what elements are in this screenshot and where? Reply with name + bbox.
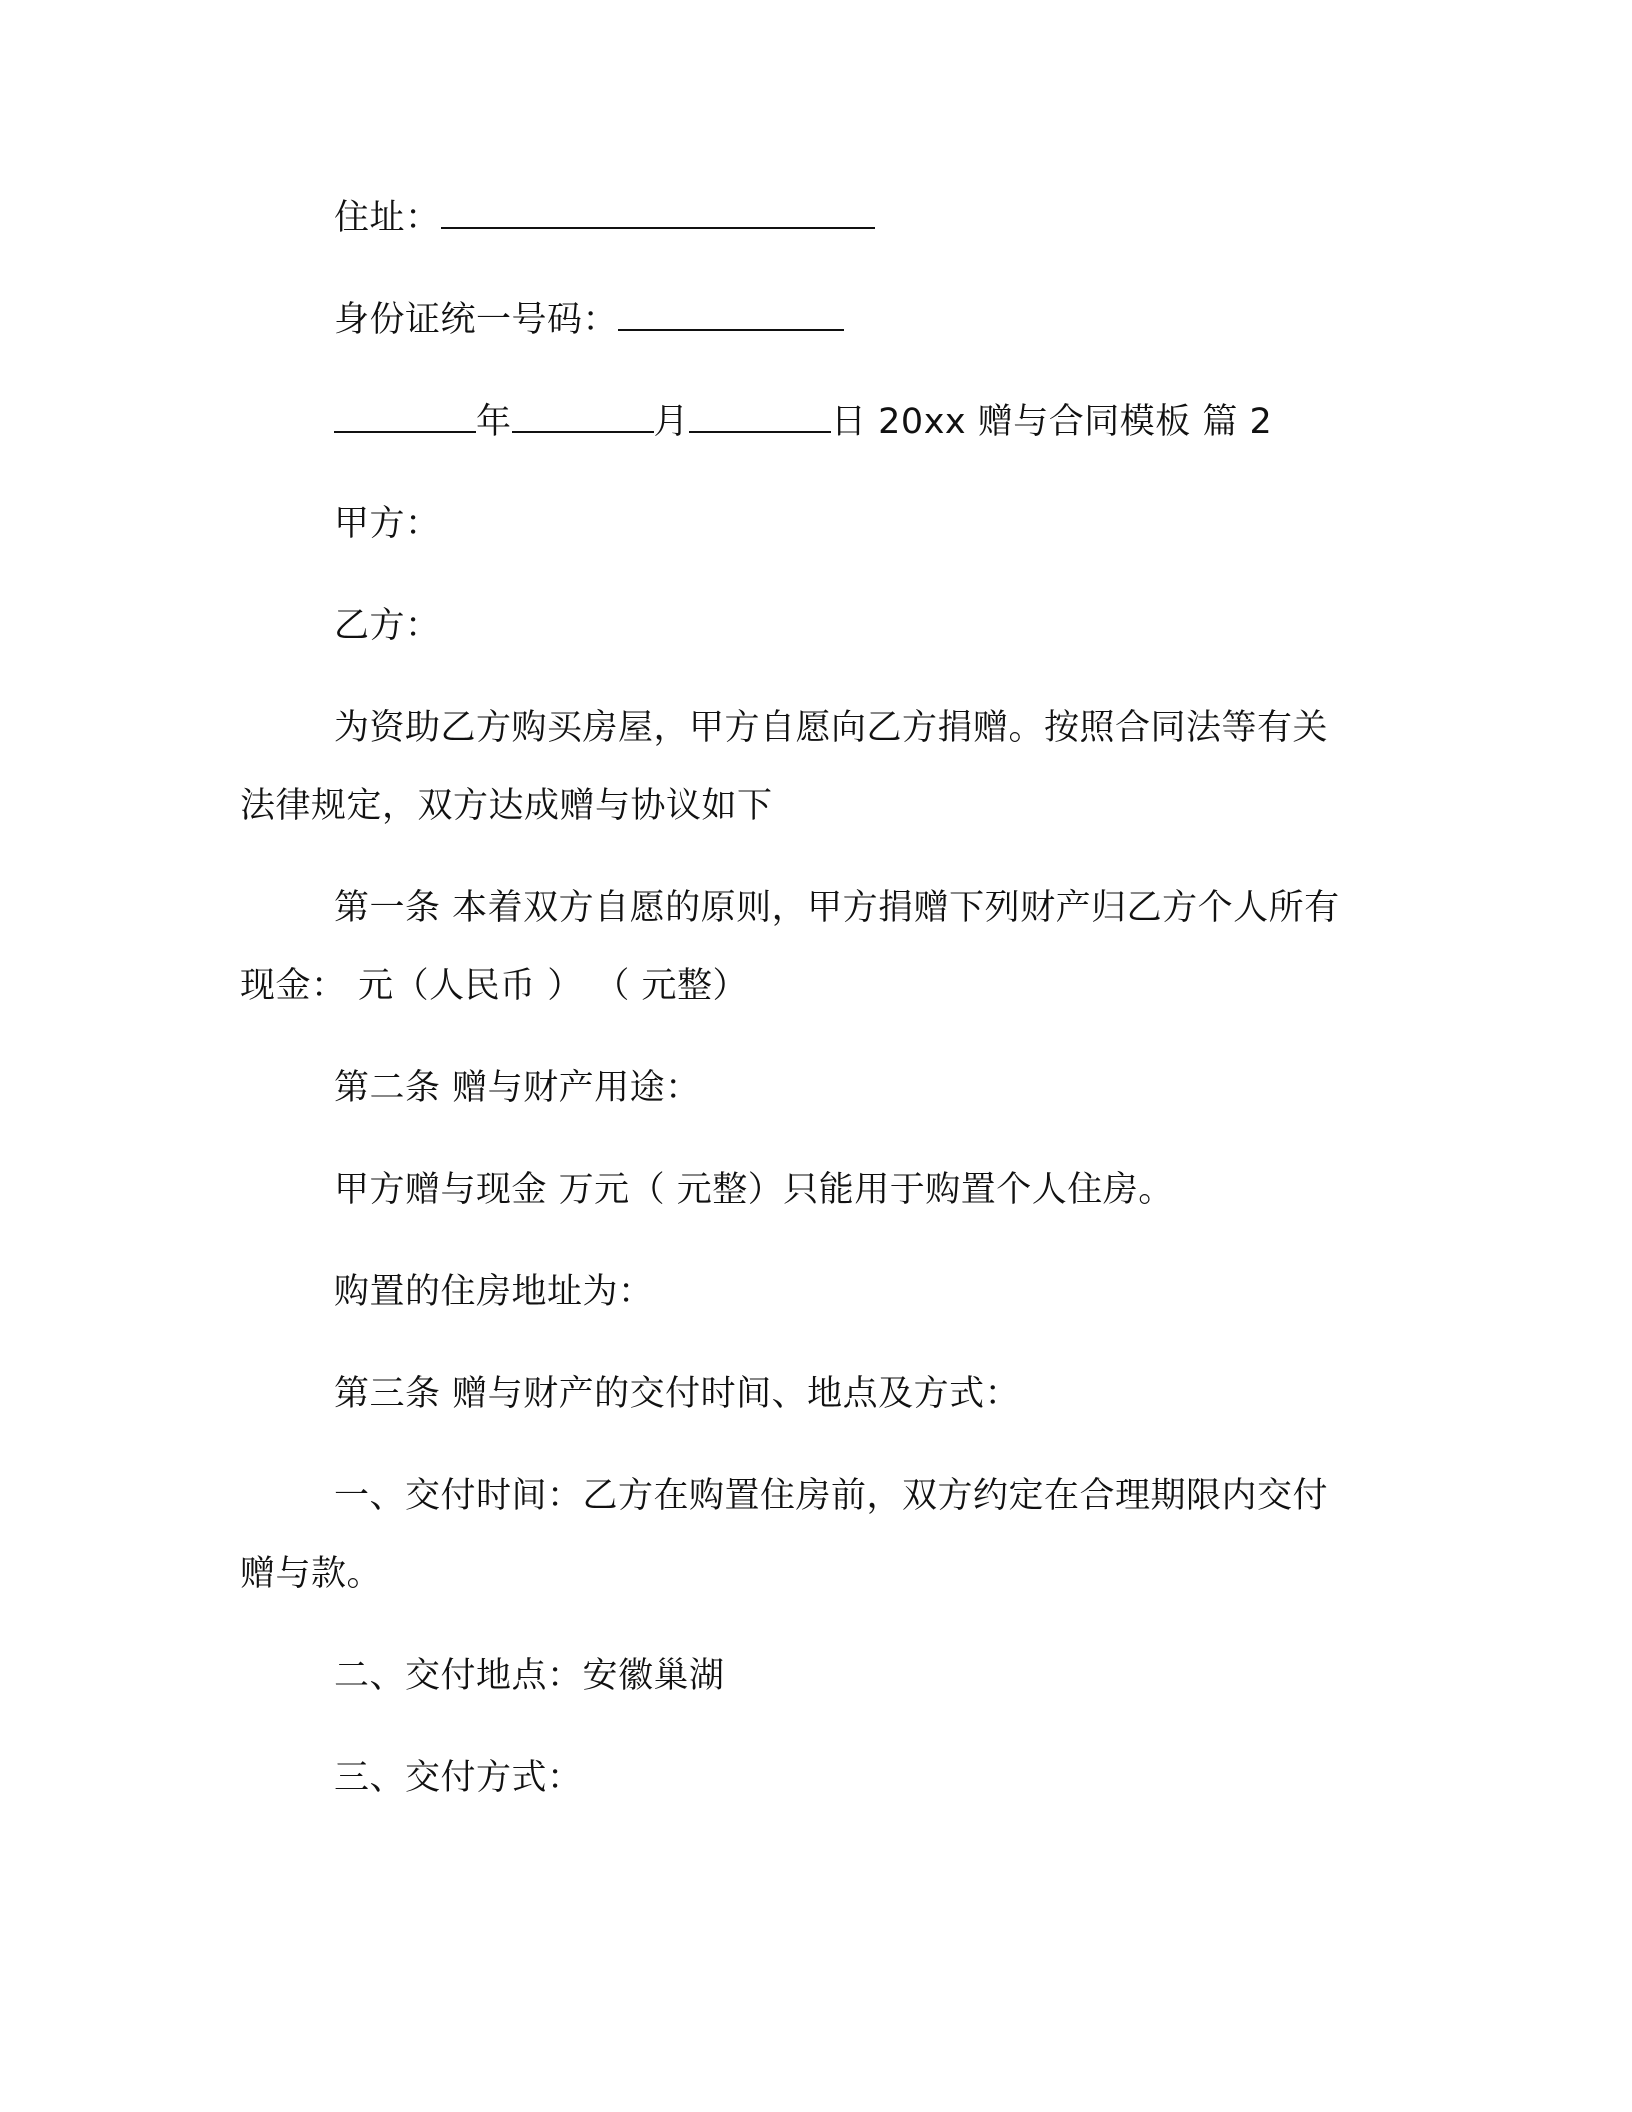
address-blank [441,197,875,229]
delivery-method-line: 三、交付方式： [334,1758,583,1798]
article1-line-1: 第一条 本着双方自愿的原则，甲方捐赠下列财产归乙方个人所有 [334,888,1340,928]
cash-use-line: 甲方赠与现金 万元（ 元整）只能用于购置个人住房。 [334,1170,1174,1210]
article2-line: 第二条 赠与财产用途： [334,1068,701,1108]
delivery-time-line-1: 一、交付时间：乙方在购置住房前，双方约定在合理期限内交付 [334,1476,1329,1516]
delivery-time-line-2: 赠与款。 [240,1554,383,1594]
year-blank [334,401,476,433]
month-blank [512,401,654,433]
id-label: 身份证统一号码： [334,300,619,340]
article1-line-2: 现金： 元（人民币 ） （ 元整） [240,966,749,1006]
day-title-text: 日 20xx 赠与合同模板 篇 2 [831,402,1273,442]
delivery-place-line: 二、交付地点：安徽巢湖 [334,1656,725,1696]
id-line [334,298,1392,342]
housing-address-line: 购置的住房地址为： [334,1272,654,1312]
month-label: 月 [653,402,690,442]
intro-line-2: 法律规定，双方达成赠与协议如下 [240,786,773,826]
party-a-line: 甲方： [334,504,441,544]
party-b-line: 乙方： [334,606,441,646]
intro-line-1: 为资助乙方购买房屋，甲方自愿向乙方捐赠。按照合同法等有关 [334,708,1329,748]
id-blank [618,299,844,331]
address-label: 住址： [334,198,441,238]
day-blank [689,401,831,433]
date-title-line [334,400,1392,444]
article3-line: 第三条 赠与财产的交付时间、地点及方式： [334,1374,1021,1414]
address-line [334,196,1392,240]
year-label: 年 [476,402,512,442]
